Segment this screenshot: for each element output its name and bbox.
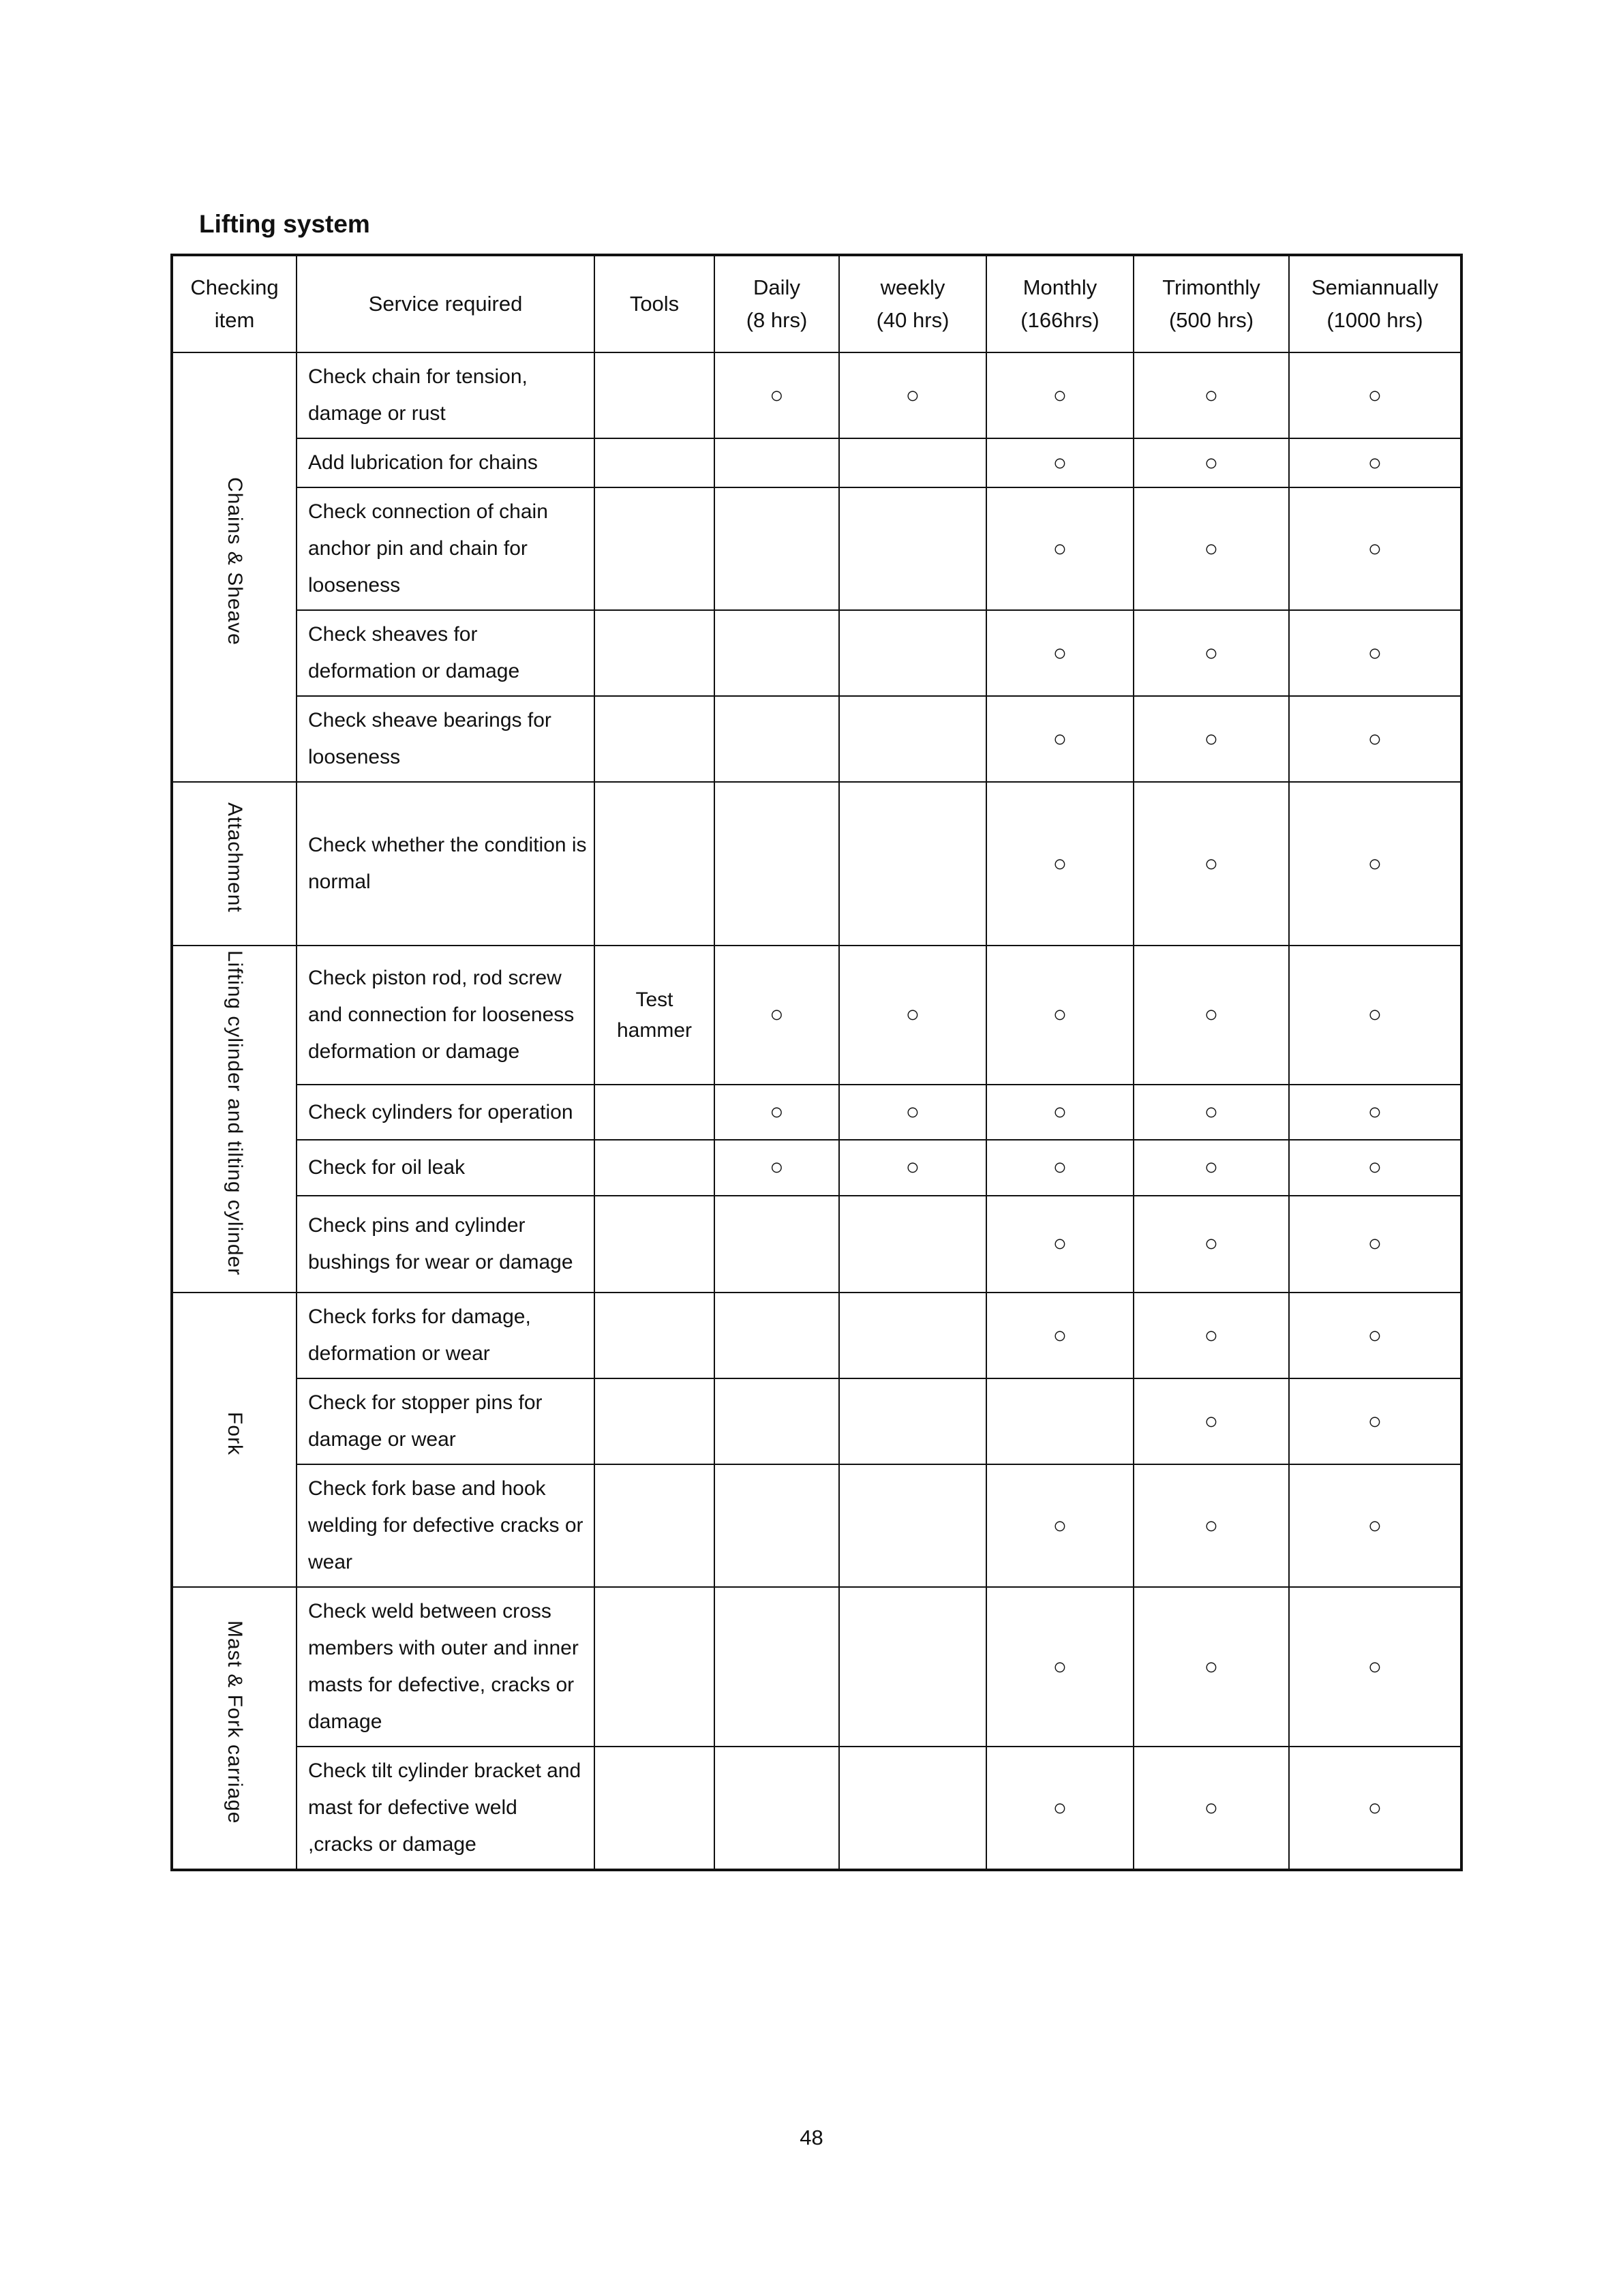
lifting-system-table	[170, 254, 1463, 1871]
column-header-trimonthly	[1134, 255, 1289, 352]
mark-cell-daily	[714, 610, 839, 696]
group-label-text: Fork	[224, 1412, 246, 1456]
mark-cell-daily	[714, 1464, 839, 1587]
tools-cell	[594, 696, 714, 782]
mark-cell-trimonthly: ○	[1134, 782, 1289, 946]
column-header-weekly	[839, 255, 986, 352]
mark-cell-weekly	[839, 1378, 986, 1464]
table-row	[172, 352, 1461, 438]
header-line: Tools	[629, 292, 680, 316]
header-line: Semiannually	[1311, 275, 1439, 299]
group-label-text: Attachment	[224, 802, 246, 913]
table-row	[172, 1747, 1461, 1870]
header-line: (500 hrs)	[1168, 308, 1254, 333]
header-line: Trimonthly	[1162, 275, 1260, 299]
service-cell: Check cylinders for operation	[297, 1085, 594, 1140]
column-header-daily	[714, 255, 839, 352]
mark-cell-trimonthly: ○	[1134, 487, 1289, 610]
tools-cell	[594, 1587, 714, 1747]
mark-cell-semiannually: ○	[1289, 610, 1461, 696]
table-row	[172, 782, 1461, 946]
table-row	[172, 1378, 1461, 1464]
mark-cell-trimonthly: ○	[1134, 1747, 1289, 1870]
service-cell: Check fork base and hook welding for defective cracks or wear	[297, 1464, 594, 1587]
column-header-tools	[594, 255, 714, 352]
mark-cell-semiannually: ○	[1289, 1140, 1461, 1195]
table-row	[172, 610, 1461, 696]
mark-cell-semiannually: ○	[1289, 1196, 1461, 1293]
mark-cell-weekly: ○	[839, 1140, 986, 1195]
header-line: (1000 hrs)	[1326, 308, 1423, 333]
service-cell: Check for stopper pins for damage or wear	[297, 1378, 594, 1464]
mark-cell-monthly: ○	[986, 487, 1134, 610]
mark-cell-monthly: ○	[986, 610, 1134, 696]
mark-cell-trimonthly: ○	[1134, 1085, 1289, 1140]
mark-cell-semiannually: ○	[1289, 1293, 1461, 1378]
group-label-lifting-cylinder	[172, 946, 297, 1293]
header-line: (166hrs)	[1020, 308, 1099, 333]
service-cell: Check sheave bearings for looseness	[297, 696, 594, 782]
tools-cell: Test hammer	[594, 946, 714, 1085]
service-cell: Check piston rod, rod screw and connection for looseness deformation or damage	[297, 946, 594, 1085]
mark-cell-weekly	[839, 438, 986, 487]
mark-cell-trimonthly: ○	[1134, 1587, 1289, 1747]
page-title: Lifting system	[199, 210, 370, 238]
mark-cell-daily	[714, 438, 839, 487]
mark-cell-trimonthly: ○	[1134, 946, 1289, 1085]
mark-cell-semiannually: ○	[1289, 487, 1461, 610]
tools-cell	[594, 782, 714, 946]
mark-cell-daily: ○	[714, 946, 839, 1085]
mark-cell-daily	[714, 1747, 839, 1870]
mark-cell-trimonthly: ○	[1134, 1140, 1289, 1195]
mark-cell-monthly: ○	[986, 1140, 1134, 1195]
mark-cell-trimonthly: ○	[1134, 352, 1289, 438]
group-label-chains-sheave	[172, 352, 297, 782]
mark-cell-semiannually: ○	[1289, 1464, 1461, 1587]
mark-cell-semiannually: ○	[1289, 696, 1461, 782]
mark-cell-daily	[714, 1293, 839, 1378]
group-label-attachment	[172, 782, 297, 946]
column-header-semiannually	[1289, 255, 1461, 352]
mark-cell-weekly	[839, 610, 986, 696]
mark-cell-trimonthly: ○	[1134, 696, 1289, 782]
mark-cell-trimonthly: ○	[1134, 610, 1289, 696]
mark-cell-daily: ○	[714, 1140, 839, 1195]
mark-cell-weekly: ○	[839, 352, 986, 438]
mark-cell-semiannually: ○	[1289, 352, 1461, 438]
group-label-text: Mast & Fork carriage	[224, 1620, 246, 1824]
service-cell: Check chain for tension, damage or rust	[297, 352, 594, 438]
tools-cell	[594, 352, 714, 438]
tools-cell	[594, 610, 714, 696]
page-number: 48	[800, 2126, 823, 2149]
mark-cell-weekly	[839, 1196, 986, 1293]
group-label-text: Chains & Sheave	[224, 477, 246, 646]
mark-cell-monthly: ○	[986, 696, 1134, 782]
table-row	[172, 1587, 1461, 1747]
mark-cell-trimonthly: ○	[1134, 1196, 1289, 1293]
mark-cell-monthly: ○	[986, 1293, 1134, 1378]
mark-cell-monthly: ○	[986, 1464, 1134, 1587]
mark-cell-weekly: ○	[839, 946, 986, 1085]
mark-cell-monthly: ○	[986, 1196, 1134, 1293]
header-line: item	[214, 308, 255, 333]
column-header-checking-item	[172, 255, 297, 352]
mark-cell-monthly: ○	[986, 1085, 1134, 1140]
mark-cell-daily: ○	[714, 352, 839, 438]
table-row	[172, 946, 1461, 1085]
service-cell: Check tilt cylinder bracket and mast for defective weld ,cracks or damage	[297, 1747, 594, 1870]
column-header-service-required	[297, 255, 594, 352]
table-row	[172, 1464, 1461, 1587]
mark-cell-monthly	[986, 1378, 1134, 1464]
table-row	[172, 487, 1461, 610]
mark-cell-monthly: ○	[986, 1747, 1134, 1870]
tools-cell	[594, 1747, 714, 1870]
tools-cell	[594, 487, 714, 610]
mark-cell-weekly	[839, 1587, 986, 1747]
tools-cell	[594, 1464, 714, 1587]
mark-cell-weekly	[839, 1293, 986, 1378]
table-row	[172, 1293, 1461, 1378]
header-line: (40 hrs)	[876, 308, 950, 333]
mark-cell-daily	[714, 1196, 839, 1293]
tools-cell	[594, 1140, 714, 1195]
mark-cell-semiannually: ○	[1289, 1085, 1461, 1140]
mark-cell-weekly	[839, 696, 986, 782]
mark-cell-semiannually: ○	[1289, 782, 1461, 946]
mark-cell-monthly: ○	[986, 438, 1134, 487]
mark-cell-weekly	[839, 1747, 986, 1870]
header-line: Monthly	[1022, 275, 1097, 299]
service-cell: Check whether the condition is normal	[297, 782, 594, 946]
mark-cell-semiannually: ○	[1289, 1587, 1461, 1747]
mark-cell-trimonthly: ○	[1134, 1378, 1289, 1464]
header-line: Service required	[368, 292, 523, 316]
column-header-monthly	[986, 255, 1134, 352]
group-label-text: Lifting cylinder and tilting cylinder	[224, 950, 246, 1276]
tools-cell	[594, 1293, 714, 1378]
tools-cell	[594, 1196, 714, 1293]
service-cell: Check weld between cross members with outer and inner masts for defective, cracks or damage	[297, 1587, 594, 1747]
service-cell: Check connection of chain anchor pin and chain for looseness	[297, 487, 594, 610]
group-label-fork	[172, 1293, 297, 1587]
mark-cell-monthly: ○	[986, 1587, 1134, 1747]
mark-cell-semiannually: ○	[1289, 438, 1461, 487]
table-row	[172, 1140, 1461, 1195]
mark-cell-daily	[714, 782, 839, 946]
header-line: Daily	[753, 275, 800, 299]
mark-cell-weekly	[839, 782, 986, 946]
mark-cell-weekly	[839, 487, 986, 610]
group-label-mast-fork-carriage	[172, 1587, 297, 1870]
service-cell: Add lubrication for chains	[297, 438, 594, 487]
service-cell: Check forks for damage, deformation or wear	[297, 1293, 594, 1378]
table-row	[172, 696, 1461, 782]
service-cell: Check sheaves for deformation or damage	[297, 610, 594, 696]
tools-cell	[594, 1085, 714, 1140]
mark-cell-trimonthly: ○	[1134, 438, 1289, 487]
mark-cell-daily	[714, 1378, 839, 1464]
mark-cell-daily	[714, 487, 839, 610]
mark-cell-semiannually: ○	[1289, 1747, 1461, 1870]
mark-cell-weekly	[839, 1464, 986, 1587]
service-cell: Check for oil leak	[297, 1140, 594, 1195]
mark-cell-monthly: ○	[986, 946, 1134, 1085]
table-row	[172, 438, 1461, 487]
header-line: (8 hrs)	[746, 308, 808, 333]
mark-cell-daily	[714, 1587, 839, 1747]
tools-cell	[594, 1378, 714, 1464]
mark-cell-weekly: ○	[839, 1085, 986, 1140]
mark-cell-daily: ○	[714, 1085, 839, 1140]
mark-cell-semiannually: ○	[1289, 1378, 1461, 1464]
mark-cell-monthly: ○	[986, 782, 1134, 946]
table-row	[172, 1196, 1461, 1293]
header-row	[172, 255, 1461, 352]
service-cell: Check pins and cylinder bushings for wear or damage	[297, 1196, 594, 1293]
mark-cell-daily	[714, 696, 839, 782]
header-line: weekly	[880, 275, 945, 299]
mark-cell-trimonthly: ○	[1134, 1293, 1289, 1378]
header-line: Checking	[190, 275, 279, 299]
mark-cell-semiannually: ○	[1289, 946, 1461, 1085]
tools-cell	[594, 438, 714, 487]
mark-cell-monthly: ○	[986, 352, 1134, 438]
table-row	[172, 1085, 1461, 1140]
mark-cell-trimonthly: ○	[1134, 1464, 1289, 1587]
